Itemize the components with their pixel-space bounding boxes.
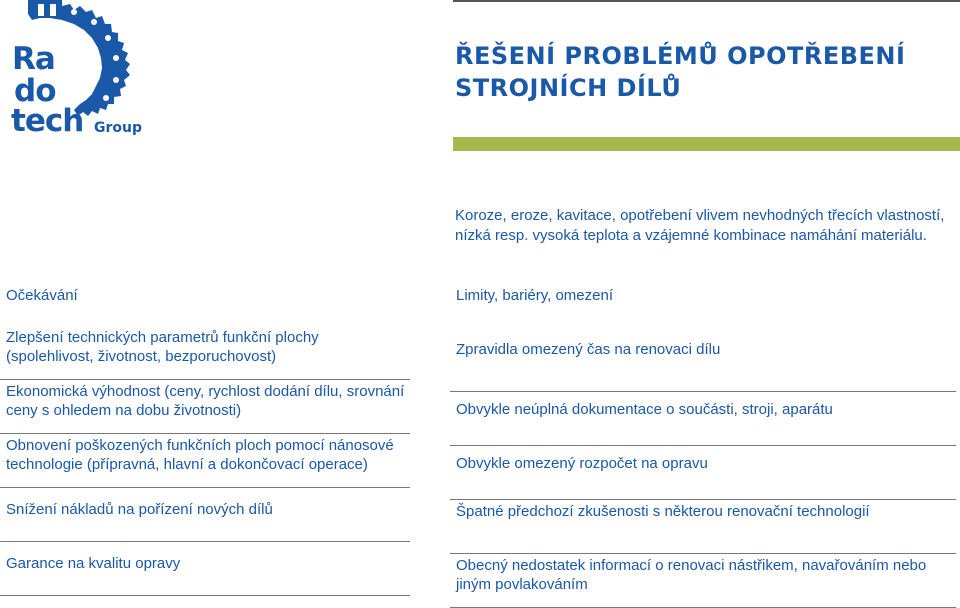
accent-bar <box>453 137 960 151</box>
expectation-item: Zlepšení technických parametrů funkční plochy (spolehlivost, životnost, bezporuchovost) <box>6 326 410 380</box>
logo-ra: Ra <box>12 41 55 77</box>
limits-column <box>456 286 956 608</box>
limit-item: Obvykle neúplná dokumentace o součásti, stroji, aparátu <box>456 392 956 446</box>
limit-item: Obvykle omezený rozpočet na opravu <box>456 446 956 500</box>
limits-heading: Limity, bariéry, omezení <box>456 287 613 304</box>
title-line-1: ŘEŠENÍ PROBLÉMŮ OPOTŘEBENÍ <box>455 42 906 70</box>
title-line-2: STROJNÍCH DÍLŮ <box>455 74 682 102</box>
limit-item: Obecný nedostatek informací o renovaci nástřikem, navařováním nebo jiným povlakováním <box>456 554 956 608</box>
logo-group: Group <box>94 120 143 136</box>
expectation-item: Obnovení poškozených funkčních ploch pomocí nánosové technologie (přípravná, hlavní a dokončovací operace) <box>6 434 410 488</box>
expectations-heading: Očekávání <box>6 287 78 304</box>
top-rule <box>453 0 960 2</box>
expectations-column <box>6 286 410 596</box>
page-title <box>455 40 935 104</box>
expectation-item: Snížení nákladů na pořízení nových dílů <box>6 488 410 542</box>
limit-item: Špatné předchozí zkušenosti s některou renovační technologií <box>456 500 956 554</box>
expectation-item: Ekonomická výhodnost (ceny, rychlost dodání dílu, srovnání ceny s ohledem na dobu životnosti) <box>6 380 410 434</box>
limit-item: Zpravidla omezený čas na renovaci dílu <box>456 338 956 392</box>
intro-text: Koroze, eroze, kavitace, opotřebení vlivem nevhodných třecích vlastností, nízká resp. vysoká teplota a vzájemné kombinace namáhání materiálu. <box>455 207 945 244</box>
expectation-item: Garance na kvalitu opravy <box>6 542 410 596</box>
company-logo <box>10 0 145 140</box>
logo-tech: tech <box>11 103 84 139</box>
logo-do: do <box>14 73 56 109</box>
